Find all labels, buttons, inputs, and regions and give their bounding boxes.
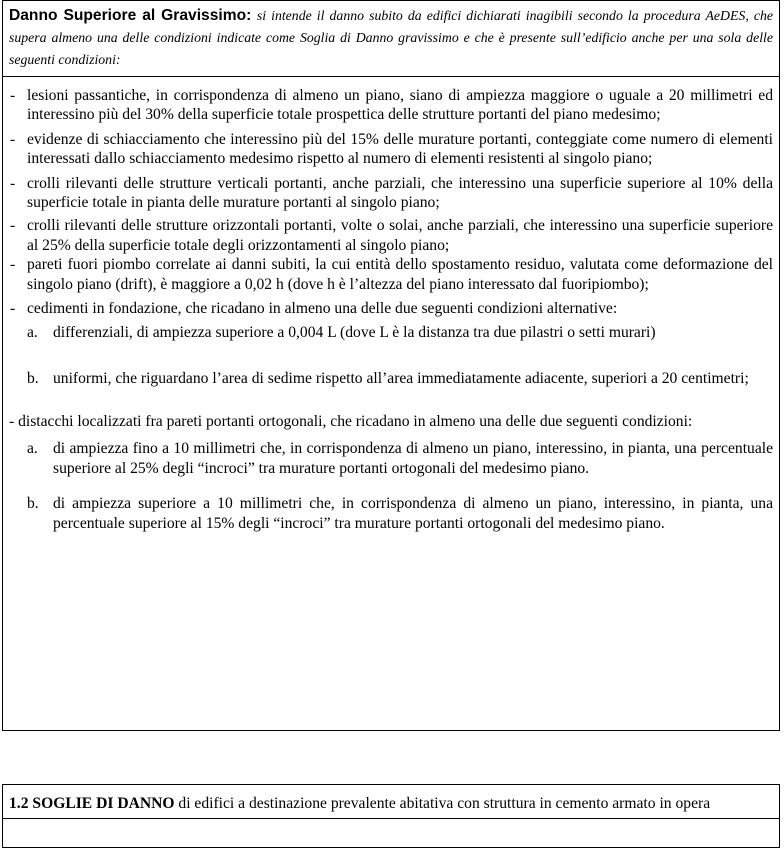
list-item-crolli-orizzontali bbox=[3, 216, 779, 255]
header-divider bbox=[3, 818, 779, 819]
detachment-intro: - distacchi localizzati fra pareti portanti ortogonali, che ricadano in almeno una delle due seguenti condizioni: bbox=[9, 412, 693, 430]
list-item-text: lesioni passantiche, in corrispondenza di almeno un piano, siano di ampiezza maggiore o uguale a 20 millimetri ed interessino più del 30% della superficie totale prospettica delle strutture portanti del piano medesimo; bbox=[27, 87, 773, 124]
bullet-dash: - bbox=[10, 130, 16, 148]
sub-item-text: differenziali, di ampiezza superiore a 0,004 L (dove L è la distanza tra due pilastri o setti murari) bbox=[53, 324, 656, 342]
list-item-text: cedimenti in fondazione, che ricadano in almeno una delle due seguenti condizioni alternative: bbox=[27, 300, 618, 318]
section-title: Danno Superiore al Gravissimo: bbox=[9, 7, 252, 24]
sub-item-label: a. bbox=[27, 440, 38, 458]
bullet-dash: - bbox=[10, 87, 16, 104]
sub-item-label: a. bbox=[27, 324, 38, 342]
list-item-text: crolli rilevanti delle strutture verticali portanti, anche parziali, che interessino una superficie superiore al 10% della superficie totale in pianta delle murature portanti al singolo piano; bbox=[27, 174, 773, 212]
section-header bbox=[3, 785, 779, 816]
bullet-dash: - bbox=[10, 174, 16, 192]
list-item-crolli-verticali bbox=[3, 174, 779, 213]
section-soglie-box bbox=[2, 784, 780, 848]
section-header bbox=[3, 1, 779, 71]
list-item-fuori-piombo bbox=[3, 255, 779, 294]
list-item-text: evidenze di schiacciamento che interessino più del 15% delle murature portanti, conteggiate come numero di elementi interessati dallo schiacciamento medesimo rispetto al numero di elementi resistenti al singolo piano; bbox=[27, 130, 773, 168]
sub-item-fino-10mm bbox=[3, 439, 779, 478]
sub-item-text: uniformi, che riguardano l’area di sedime rispetto all’area immediatamente adiacente, superiori a 20 centimetri; bbox=[53, 369, 749, 387]
list-item-text: pareti fuori piombo correlate ai danni subiti, la cui entità dello spostamento residuo, valutata come deformazione del singolo piano (drift), è maggiore a 0,02 h (dove h è l’altezza del piano interessato dal fuoripiombo); bbox=[27, 256, 773, 293]
sub-item-differenziali bbox=[3, 323, 779, 342]
list-item-schiacciamento bbox=[3, 130, 779, 169]
sub-item-oltre-10mm bbox=[3, 494, 779, 533]
sub-item-text: di ampiezza superiore a 10 millimetri che, in corrispondenza di almeno un piano, interessino, in pianta, una percentuale superiore al 15% degli “incroci” tra murature portanti ortogonali del medesimo piano. bbox=[53, 495, 773, 532]
list-item-cedimenti bbox=[3, 299, 779, 318]
section-subtitle: di edifici a destinazione prevalente abitativa con struttura in cemento armato in opera bbox=[178, 795, 711, 812]
section-title: 1.2 SOGLIE DI DANNO bbox=[9, 795, 175, 812]
sub-item-label: b. bbox=[27, 369, 39, 387]
sub-item-text: di ampiezza fino a 10 millimetri che, in corrispondenza di almeno un piano, interessino, in pianta, una percentuale superiore al 25% degli “incroci” tra murature portanti ortogonali del medesimo piano. bbox=[53, 440, 773, 477]
bullet-dash: - bbox=[10, 300, 16, 318]
sub-item-label: b. bbox=[27, 495, 39, 513]
bullet-dash: - bbox=[10, 217, 16, 235]
section-intro: si intende il danno subito da edifici dichiarati inagibili secondo la procedura AeDES, che supera almeno una delle condizioni indicate come Soglia di Danno gravissimo e che è presente sull’edificio anche per una sola delle seguenti condizioni: bbox=[9, 8, 774, 67]
sub-item-uniformi bbox=[3, 366, 779, 391]
bullet-dash: - bbox=[10, 256, 16, 274]
list-item-lesioni bbox=[3, 86, 779, 125]
list-item-text: crolli rilevanti delle strutture orizzontali portanti, volte o solai, anche parziali, che interessino una superficie superiore al 25% della superficie totale degli orizzontamenti al singolo piano; bbox=[27, 217, 773, 254]
section-danno-superiore-box bbox=[2, 0, 780, 731]
